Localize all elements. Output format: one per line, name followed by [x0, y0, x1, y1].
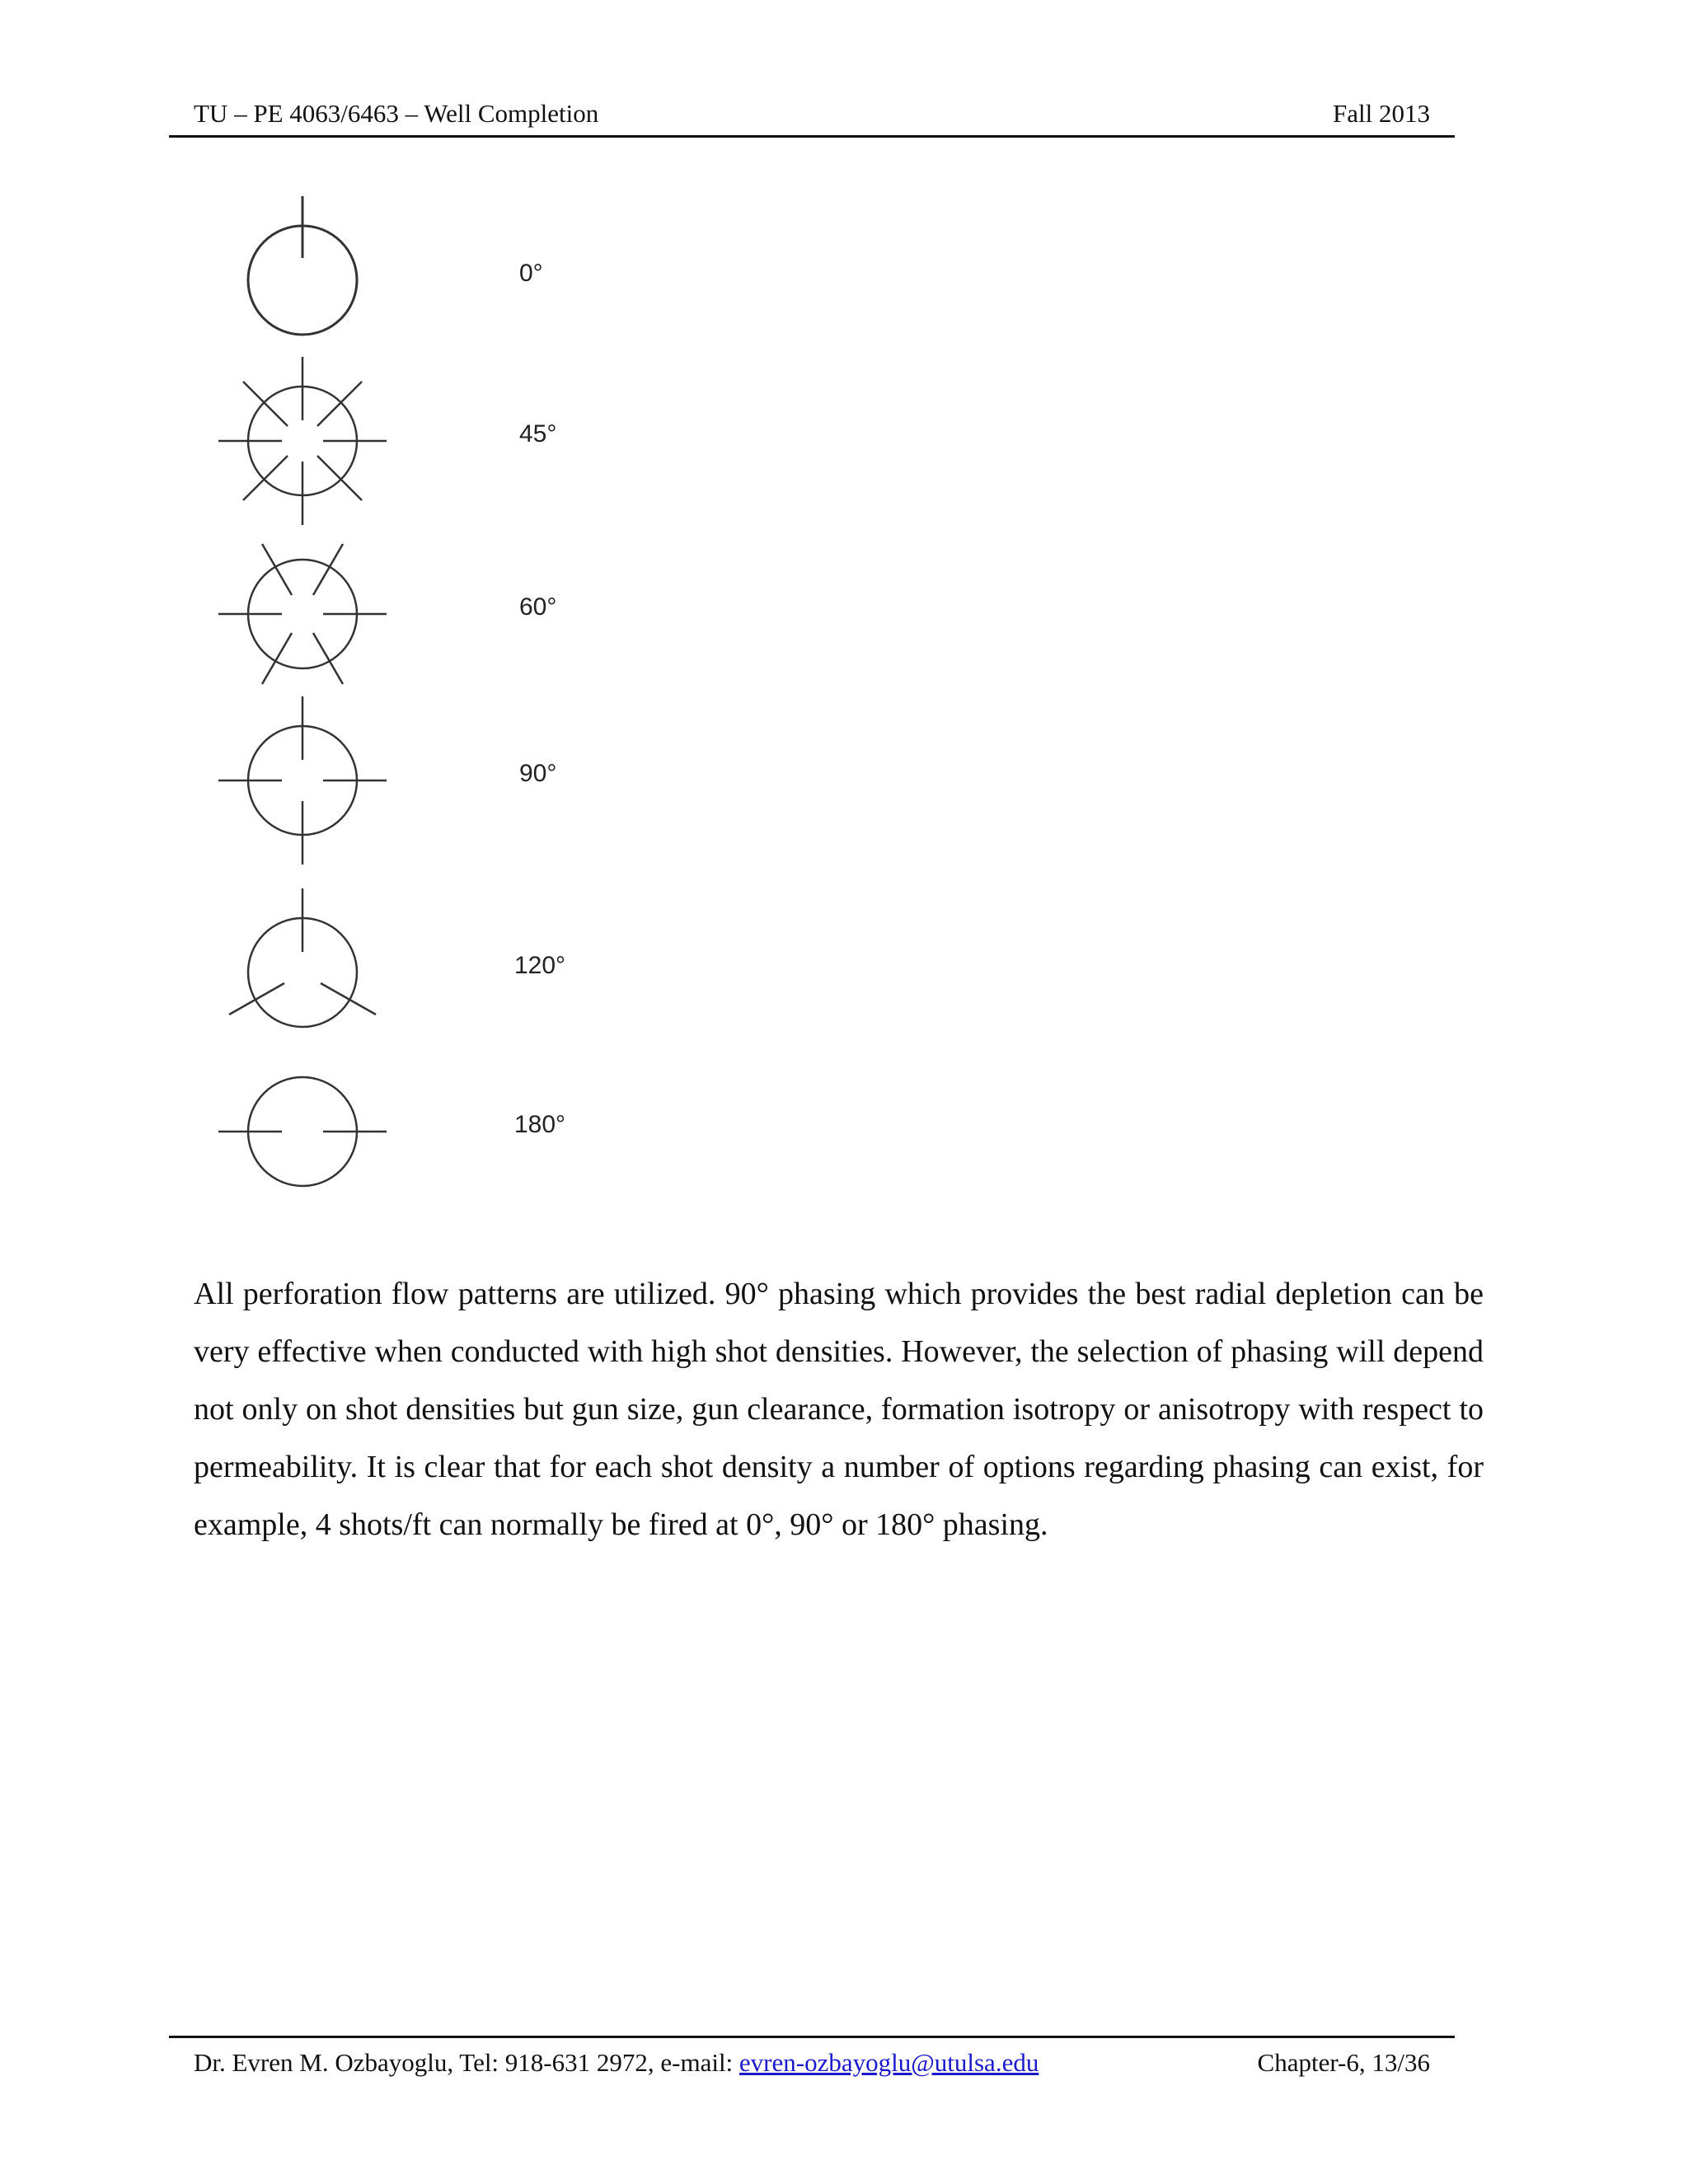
phasing-45-label: 45°	[519, 420, 557, 448]
page-number: Chapter-6, 13/36	[1257, 2048, 1430, 2077]
phasing-60-diagram	[218, 544, 387, 684]
phasing-90-diagram	[218, 696, 387, 865]
phasing-120-diagram	[229, 888, 376, 1027]
phasing-diagram	[198, 185, 626, 1207]
author-info: Dr. Evren M. Ozbayoglu, Tel: 918-631 2972, e-mail:	[194, 2048, 739, 2077]
phasing-0-diagram	[248, 196, 357, 335]
phasing-90-label: 90°	[519, 760, 557, 787]
perforation-phasing-figure	[198, 185, 626, 1207]
phasing-180-diagram	[218, 1077, 387, 1186]
body-paragraph: All perforation flow patterns are utilized. 90° phasing which provides the best radial depletion can be very effective when conducted with high shot densities. However, the selection of phasing will depend not only on shot densities but gun size, gun clearance, formation isotropy or anisotropy with respect to permeability. It is clear that for each shot density a number of options regarding phasing can exist, for example, 4 shots/ft can normally be fired at 0°, 90° or 180° phasing.	[194, 1277, 1484, 1542]
email-link[interactable]: evren-ozbayoglu@utulsa.edu	[738, 2048, 1039, 2077]
author-contact	[194, 2048, 1039, 2078]
phasing-0-label: 0°	[519, 260, 543, 287]
phasing-180-label: 180°	[514, 1111, 566, 1138]
term-label: Fall 2013	[1333, 99, 1430, 128]
phasing-120-label: 120°	[514, 952, 566, 979]
page-footer	[169, 2036, 1455, 2096]
course-title: TU – PE 4063/6463 – Well Completion	[194, 99, 599, 128]
phasing-60-label: 60°	[519, 593, 557, 621]
phasing-45-diagram	[218, 357, 387, 525]
page-header	[169, 92, 1455, 138]
